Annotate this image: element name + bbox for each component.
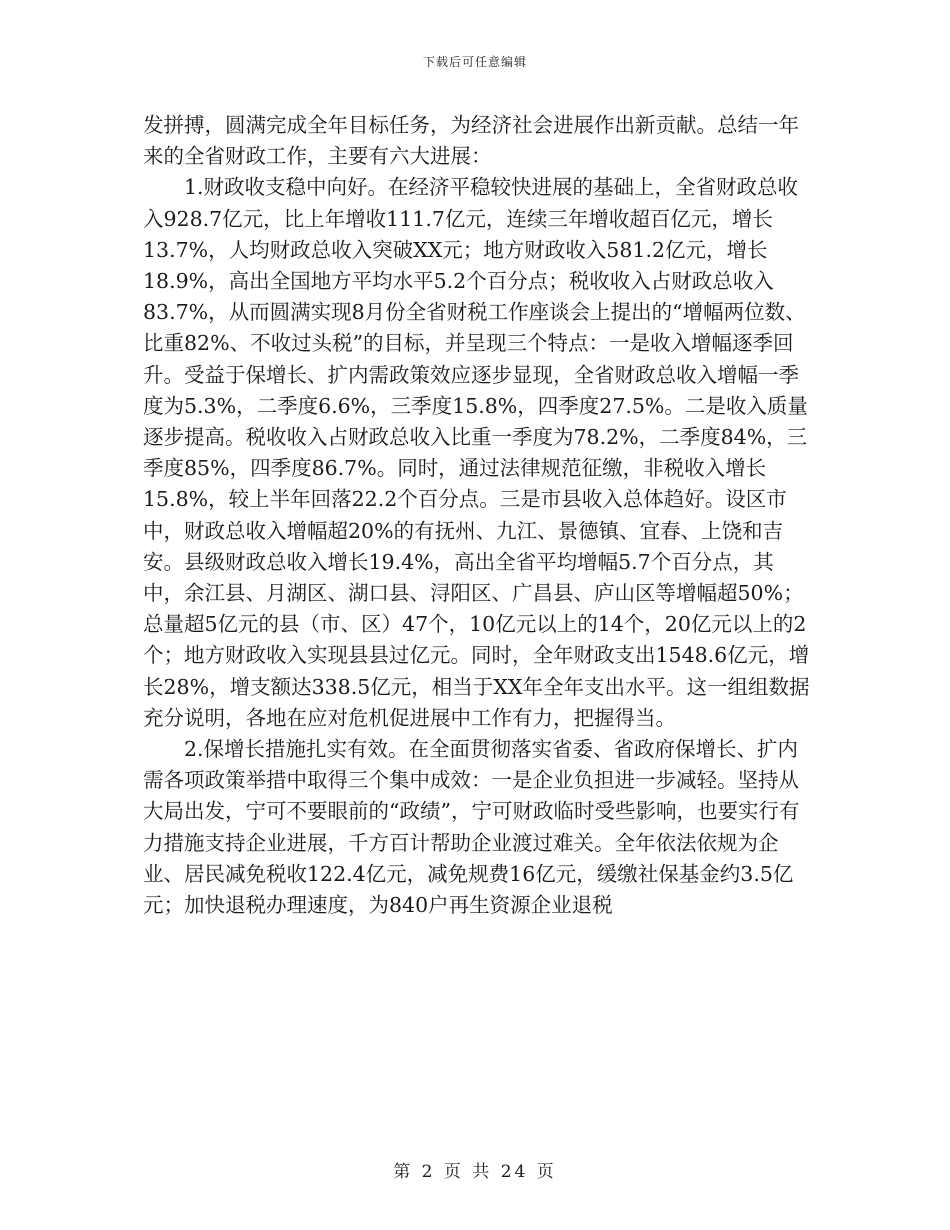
- page-header: 下载后可任意编辑: [422, 55, 527, 69]
- document-body: [143, 110, 813, 921]
- paragraph-fiscal-revenue: 1.财政收支稳中向好。在经济平稳较快进展的基础上，全省财政总收入928.7亿元，比上年增收111.7亿元，连续三年增收超百亿元，增长13.7%，人均财政总收入突破XX元；地方财政收入581.2亿元，增长18.9%，高出全国地方平均水平5.2个百分点；税收收入占财政总收入83.7%，从而圆满实现8月份全省财税工作座谈会上提出的“增幅两位数、比重82%、不收过头税”的目标，并呈现三个特点：一是收入增幅逐季回升。受益于保增长、扩内需政策效应逐步显现，全省财政总收入增幅一季度为5.3%，二季度6.6%，三季度15.8%，四季度27.5%。二是收入质量逐步提高。税收收入占财政总收入比重一季度为78.2%，二季度84%，三季度85%，四季度86.7%。同时，通过法律规范征缴，非税收入增长15.8%，较上半年回落22.2个百分点。三是市县收入总体趋好。设区市中，财政总收入增幅超20%的有抚州、九江、景德镇、宜春、上饶和吉安。县级财政总收入增长19.4%，高出全省平均增幅5.7个百分点，其中，余江县、月湖区、湖口县、浔阳区、广昌县、庐山区等增幅超50%；总量超5亿元的县（市、区）47个，10亿元以上的14个，20亿元以上的2个；地方财政收入实现县县过亿元。同时，全年财政支出1548.6亿元，增长28%，增支额达338.5亿元，相当于XX年全年支出水平。这一组组数据充分说明，各地在应对危机促进展中工作有力，把握得当。: [143, 175, 810, 730]
- page-number: 第 2 页 共 24 页: [393, 1162, 557, 1182]
- paragraph-growth-measures: 2.保增长措施扎实有效。在全面贯彻落实省委、省政府保增长、扩内需各项政策举措中取得三个集中成效：一是企业负担进一步减轻。坚持从大局出发，宁可不要眼前的“政绩”，宁可财政临时受些影响，也要实行有力措施支持企业进展，千方百计帮助企业渡过难关。全年依法依规为企业、居民减免税收122.4亿元，减免规费16亿元，缓缴社保基金约3.5亿元；加快退税办理速度，为840户再生资源企业退税: [143, 737, 800, 918]
- opening-paragraph: 发拼搏，圆满完成全年目标任务，为经济社会进展作出新贡献。总结一年来的全省财政工作，主要有六大进展：: [143, 113, 799, 169]
